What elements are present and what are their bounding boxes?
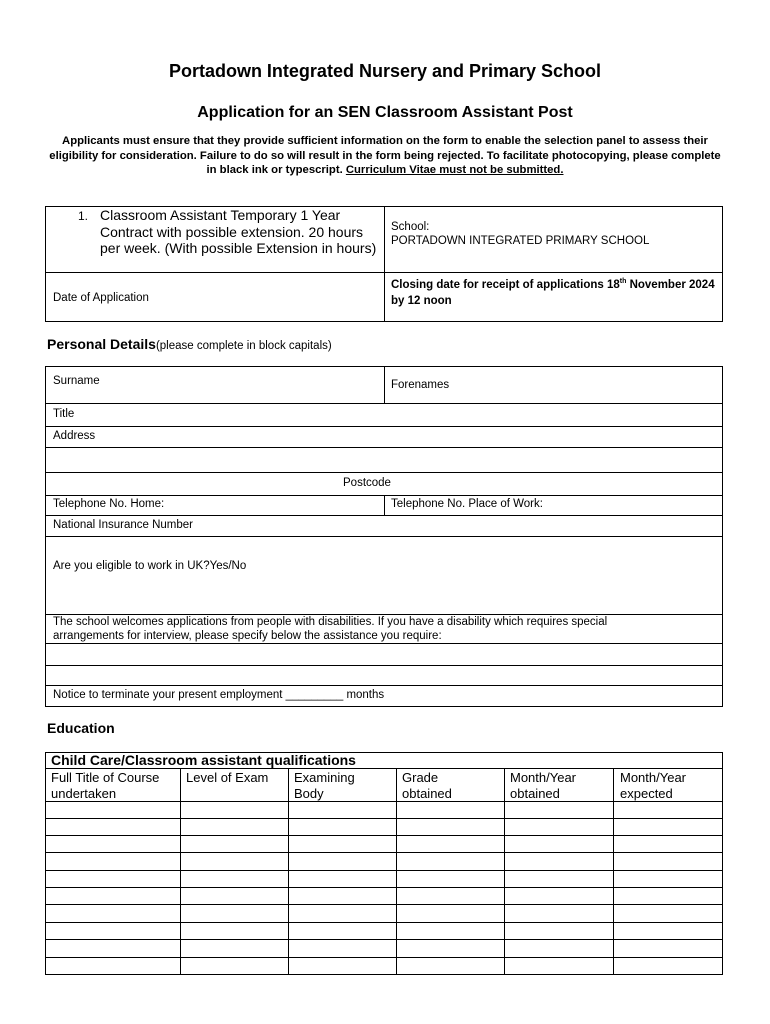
- divider: [45, 665, 723, 666]
- post-description: Classroom Assistant Temporary 1 Year Contract with possible extension. 20 hours per week. (With possible Extension in hours): [100, 207, 377, 256]
- column-divider: [288, 768, 289, 975]
- divider: [45, 472, 723, 473]
- table-row-divider: [45, 870, 722, 871]
- divider: [45, 515, 723, 516]
- column-header-month-expected: Month/Year expected: [620, 770, 687, 801]
- closing-date: [391, 274, 719, 309]
- table-row-divider: [45, 835, 722, 836]
- address-field[interactable]: Address: [53, 430, 96, 442]
- column-divider: [504, 768, 505, 975]
- divider: [384, 495, 385, 516]
- column-divider: [396, 768, 397, 975]
- notice-period-field[interactable]: [53, 689, 384, 701]
- disability-text-line1: The school welcomes applications from people with disabilities. If you have a disability which requires special: [53, 616, 608, 628]
- divider: [45, 536, 723, 537]
- intro-text: Applicants must ensure that they provide sufficient information on the form to enable the selection panel to assess their eligibility for consideration. Failure to do so will result in the form being rejected. To facilitate photocopying, please complete in black ink or typescript.: [49, 135, 721, 176]
- eligibility-field[interactable]: Are you eligible to work in UK?Yes/No: [53, 560, 247, 572]
- divider: [45, 614, 723, 615]
- column-header-month-obtained: Month/Year obtained: [510, 770, 577, 801]
- table-row-divider: [45, 801, 722, 802]
- divider: [45, 685, 723, 686]
- divider: [45, 447, 723, 448]
- education-heading: Education: [47, 720, 115, 736]
- telephone-home-field[interactable]: Telephone No. Home:: [53, 498, 165, 510]
- table-row-divider: [45, 818, 722, 819]
- disability-text-line2: arrangements for interview, please specify below the assistance you require:: [53, 630, 442, 642]
- postcode-field[interactable]: Postcode: [343, 477, 391, 489]
- personal-details-heading: [47, 336, 332, 352]
- table-row-divider: [45, 957, 722, 958]
- title-field[interactable]: Title: [53, 408, 75, 420]
- table-row-divider: [45, 887, 722, 888]
- telephone-work-field[interactable]: Telephone No. Place of Work:: [391, 498, 543, 510]
- divider: [384, 206, 385, 322]
- table-row-divider: [45, 852, 722, 853]
- column-header-level: Level of Exam: [186, 770, 269, 785]
- forenames-field[interactable]: Forenames: [391, 379, 450, 391]
- page-title: Portadown Integrated Nursery and Primary School: [168, 61, 602, 81]
- divider: [45, 426, 723, 427]
- intro-paragraph: [48, 134, 722, 178]
- personal-details-note: (please complete in block capitals): [155, 340, 332, 352]
- table-row-divider: [45, 904, 722, 905]
- closing-date-suffix: th: [619, 278, 627, 285]
- page-subtitle: Application for an SEN Classroom Assistant Post: [197, 104, 573, 121]
- divider: [45, 272, 723, 273]
- cv-warning: Curriculum Vitae must not be submitted.: [345, 164, 564, 176]
- divider: [45, 768, 723, 769]
- divider: [45, 403, 723, 404]
- closing-date-rest: November 2024 by 12 noon: [391, 278, 715, 307]
- divider: [384, 366, 385, 404]
- column-header-course: Full Title of Course undertaken: [51, 770, 160, 801]
- notice-label: Notice to terminate your present employment: [53, 689, 283, 701]
- column-divider: [180, 768, 181, 975]
- table-row-divider: [45, 939, 722, 940]
- post-number: 1.: [78, 209, 89, 223]
- notice-unit: months: [346, 689, 385, 701]
- surname-field[interactable]: Surname: [53, 375, 100, 387]
- notice-blank: _________: [285, 689, 344, 701]
- date-of-application-field[interactable]: Date of Application: [53, 292, 149, 304]
- divider: [45, 495, 723, 496]
- school-label: School:: [391, 221, 430, 233]
- school-name[interactable]: PORTADOWN INTEGRATED PRIMARY SCHOOL: [391, 235, 650, 247]
- closing-date-text: Closing date for receipt of applications 18: [391, 278, 620, 291]
- divider: [45, 643, 723, 644]
- column-divider: [613, 768, 614, 975]
- national-insurance-field[interactable]: National Insurance Number: [53, 519, 193, 531]
- qualifications-table-title: Child Care/Classroom assistant qualifications: [51, 752, 356, 768]
- column-header-body: Examining Body: [294, 770, 355, 801]
- table-row-divider: [45, 922, 722, 923]
- column-header-grade: Grade obtained: [402, 770, 452, 801]
- personal-details-title: Personal Details: [47, 336, 156, 352]
